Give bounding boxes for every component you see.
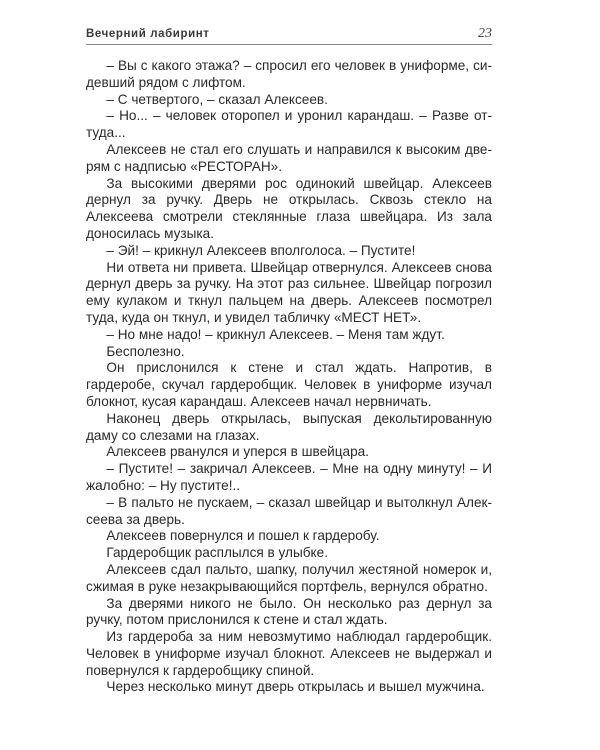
paragraph: – Но... – человек оторопел и уронил карандаш. – Разве оттуда... [86,108,492,141]
page-number: 23 [478,26,492,41]
paragraph: Через несколько минут дверь открылась и вышел мужчина. [106,679,485,695]
paragraph: – В пальто не пускаем, – сказал швейцар и вытолкнул Алексеева за дверь. [86,494,492,527]
paragraph: – Эй! – крикнул Алексеев вполголоса. – Пустите! [106,242,416,258]
paragraph: – Пустите! – закричал Алексеев. – Мне на одну минуту! – И жалобно: – Ну пустите!.. [86,461,492,493]
paragraph: Алексеев рванулся и уперся в швейцара. [106,444,369,460]
paragraph: – С четвертого, – сказал Алексеев. [106,91,328,107]
paragraph: За высокими дверями рос одинокий швейцар. Алексеев дернул за ручку. Дверь не открылась. Сквозь стекло на Алексеева смотрели стеклянные глаза швейцара. Из зала доносилась музыка. [86,175,492,241]
body-text [86,58,492,696]
running-title: Вечерний лабиринт [86,28,210,40]
paragraph: Бесполезно. [106,343,185,359]
paragraph: Ни ответа ни привета. Швейцар отвернулся. Алексеев снова дернул дверь за ручку. На этот раз сильнее. Швейцар погрозил ему кулаком и ткнул пальцем на дверь. Алексеев посмотрел туда, куда он ткнул, и увидел табличку «МЕСТ НЕТ». [86,259,492,325]
paragraph: Наконец дверь открылась, выпуская декольтированную даму со слезами на глазах. [86,410,492,443]
paragraph: Алексеев не стал его слушать и направился к высоким дверям с надписью «РЕСТОРАН». [86,141,492,174]
paragraph: Гардеробщик расплылся в улыбке. [106,545,328,561]
header-rule [86,44,492,45]
paragraph: – Вы с какого этажа? – спросил его человек в униформе, сидевший рядом с лифтом. [86,58,492,90]
paragraph: Из гардероба за ним невозмутимо наблюдал гардеробщик. Человек в униформе изучал блокнот. Алексеев не выдержал и повернулся к гардеробщику спиной. [86,629,492,678]
paragraph: Алексеев сдал пальто, шапку, получил жестяной номерок и, сжимая в руке незакрывающийся портфель, вернулся обратно. [86,561,492,594]
paragraph: – Но мне надо! – крикнул Алексеев. – Меня там ждут. [106,326,445,342]
paragraph: Алексеев повернулся и пошел к гардеробу. [106,528,380,544]
paragraph: Он прислонился к стене и стал ждать. Напротив, в гардеробе, скучал гардеробщик. Человек в униформе изучал блокнот, кусая карандаш. Алексеев начал нервничать. [86,360,492,409]
paragraph: За дверями никого не было. Он несколько раз дернул за ручку, потом прислонился к стене и стал ждать. [86,595,492,628]
